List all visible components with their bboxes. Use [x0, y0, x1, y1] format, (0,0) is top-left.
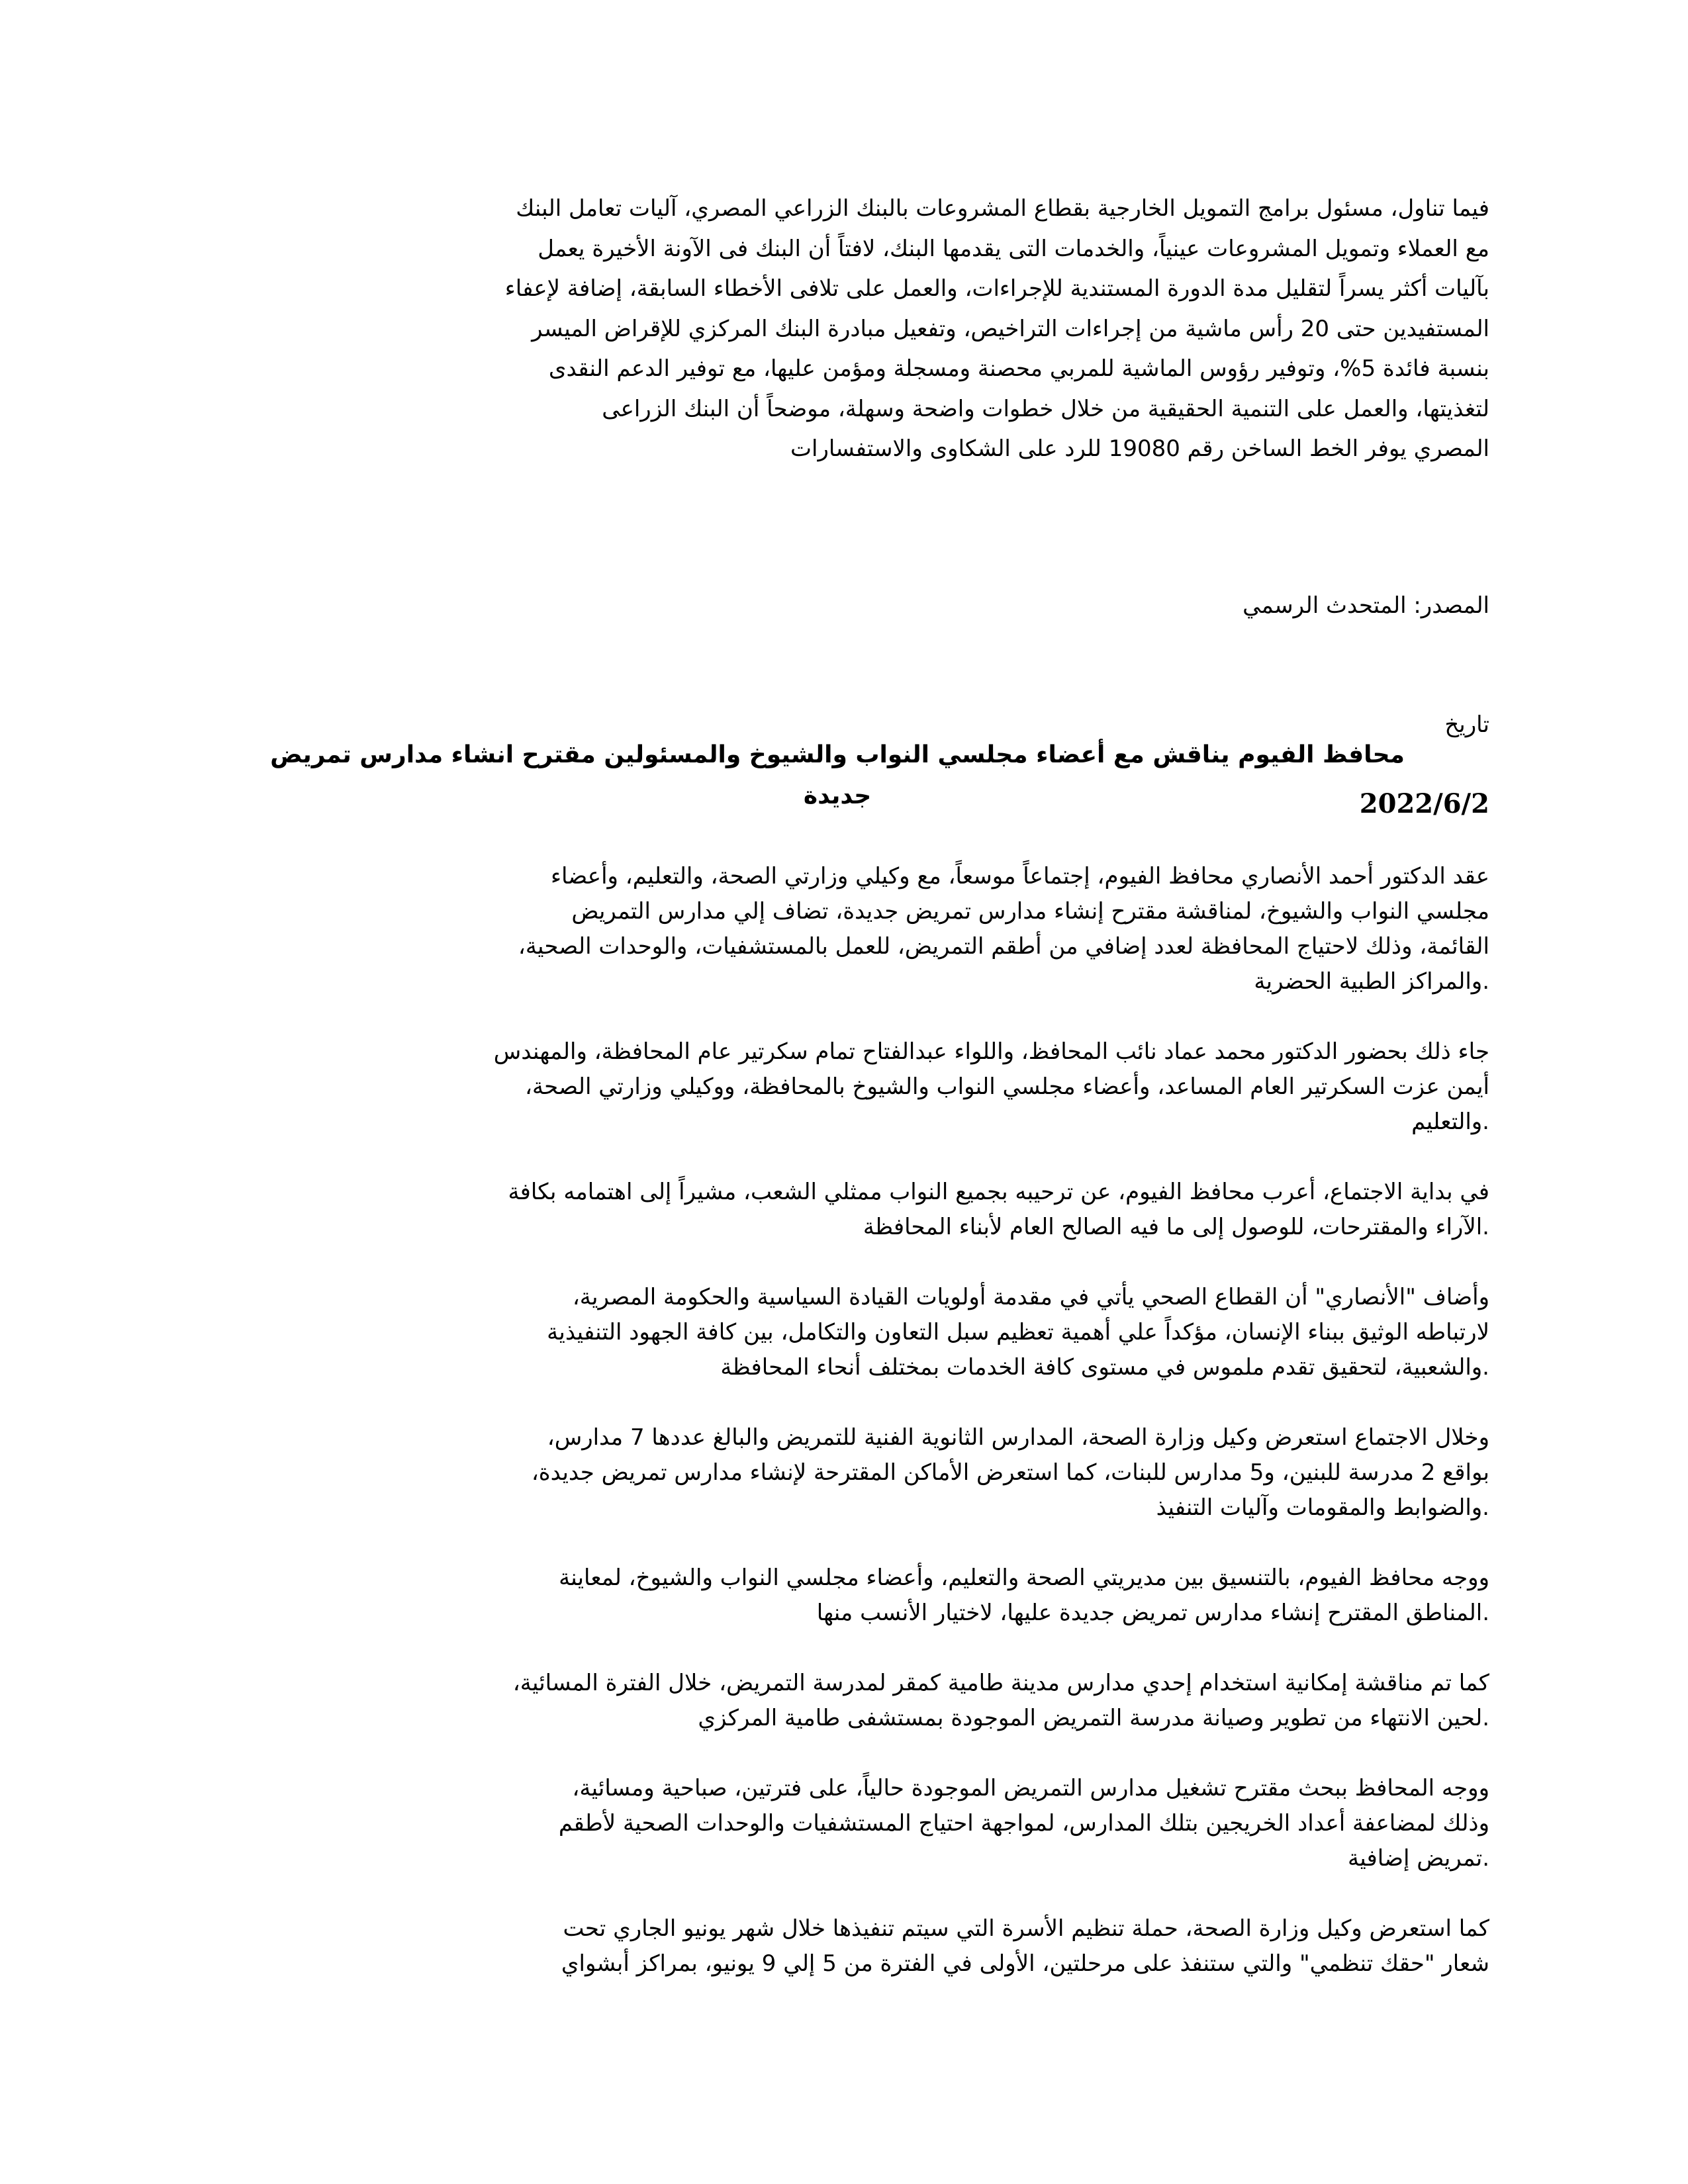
- body-paragraph: كما استعرض وكيل وزارة الصحة، حملة تنظيم الأسرة التي سيتم تنفيذها خلال شهر يونيو الجاري تحت شعار "حقك تنظمي" والتي ستنفذ على مرحلتين، الأولى في الفترة من 5 إلي 9 يونيو، بمراكز أبشواي: [561, 1915, 1489, 1977]
- body-paragraph: وخلال الاجتماع استعرض وكيل وزارة الصحة، المدارس الثانوية الفنية للتمريض والبالغ عددها 7 مدارس، بواقع 2 مدرسة للبنين، و5 مدارس للبنات، كما استعرض الأماكن المقترحة لإنشاء مدارس تمريض جديدة، .والضوابط والمقومات وآليات التنفيذ: [531, 1424, 1489, 1521]
- date-label: تاريخ: [1444, 711, 1489, 738]
- body-paragraph: جاء ذلك بحضور الدكتور محمد عماد نائب المحافظ، واللواء عبدالفتاح تمام سكرتير عام المحافظة، والمهندس أيمن عزت السكرتير العام المساعد، وأعضاء مجلسي النواب والشيوخ بالمحافظة، ووكيلي وزارتي الصحة، .والتعليم: [493, 1038, 1489, 1135]
- body-paragraph: كما تم مناقشة إمكانية استخدام إحدي مدارس مدينة طامية كمقر لمدرسة التمريض، خلال الفترة المسائية، .لحين الانتهاء من تطوير وصيانة مدرسة التمريض الموجودة بمستشفى طامية المركزي: [512, 1670, 1489, 1731]
- intro-paragraph: فيما تناول، مسئول برامج التمويل الخارجية بقطاع المشروعات بالبنك الزراعي المصري، آليات تعامل البنك مع العملاء وتمويل المشروعات عينياً، والخدمات التى يقدمها البنك، لافتاً أن البنك فى الآونة الأخيرة يعمل بآليات أكثر يسراً لتقليل مدة الدورة المستندية للإجراءات، والعمل على تلافى الأخطاء السابقة، إضافة لإعفاء المستفيدين حتى 20 رأس ماشية من إجراءات التراخيص، وتفعيل مبادرة البنك المركزي للإقراض الميسر بنسبة فائدة 5%، وتوفير رؤوس الماشية للمربي محصنة ومسجلة ومؤمن عليها، مع توفير الدعم النقدى لتغذيتها، والعمل على التنمية الحقيقية من خلال خطوات واضحة وسهلة، موضحاً أن البنك الزراعى المصري يوفر الخط الساخن رقم 19080 للرد على الشكاوى والاستفسارات: [504, 195, 1489, 462]
- body-paragraph: ووجه محافظ الفيوم، بالتنسيق بين مديريتي الصحة والتعليم، وأعضاء مجلسي النواب والشيوخ، لمعاينة .المناطق المقترح إنشاء مدارس تمريض جديدة عليها، لاختيار الأنسب منها: [559, 1565, 1489, 1626]
- article-headline: محافظ الفيوم يناقش مع أعضاء مجلسي النواب والشيوخ والمسئولين مقترح انشاء مدارس تمريض جديدة: [270, 741, 1405, 809]
- date-value: 2022/6/2: [1359, 788, 1489, 819]
- source-line: المصدر: المتحدث الرسمي: [1243, 592, 1489, 619]
- body-paragraph: وأضاف "الأنصاري" أن القطاع الصحي يأتي في مقدمة أولويات القيادة السياسية والحكومة المصرية، لارتباطه الوثيق ببناء الإنسان، مؤكداً علي أهمية تعظيم سبل التعاون والتكامل، بين كافة الجهود التنفيذية .والشعبية، لتحقيق تقدم ملموس في مستوى كافة الخدمات بمختلف أنحاء المحافظة: [547, 1284, 1489, 1381]
- article-body: [165, 824, 1489, 2017]
- body-paragraph: ووجه المحافظ ببحث مقترح تشغيل مدارس التمريض الموجودة حالياً، على فترتين، صباحية ومسائية، وذلك لمضاعفة أعداد الخريجين بتلك المدارس، لمواجهة احتياج المستشفيات والوحدات الصحية لأطقم .تمريض إضافية: [558, 1775, 1489, 1872]
- body-paragraph: في بداية الاجتماع، أعرب محافظ الفيوم، عن ترحيبه بجميع النواب ممثلي الشعب، مشيراً إلى اهتمامه بكافة .الآراء والمقترحات، للوصول إلى ما فيه الصالح العام لأبناء المحافظة: [508, 1179, 1489, 1240]
- body-paragraph: عقد الدكتور أحمد الأنصاري محافظ الفيوم، إجتماعاً موسعاً، مع وكيلي وزارتي الصحة، والتعليم، وأعضاء مجلسي النواب والشيوخ، لمناقشة مقترح إنشاء مدارس تمريض جديدة، تضاف إلي مدارس التمريض القائمة، وذلك لاحتياج المحافظة لعدد إضافي من أطقم التمريض، للعمل بالمستشفيات، والوحدات الصحية، .والمراكز الطبية الحضرية: [518, 863, 1489, 995]
